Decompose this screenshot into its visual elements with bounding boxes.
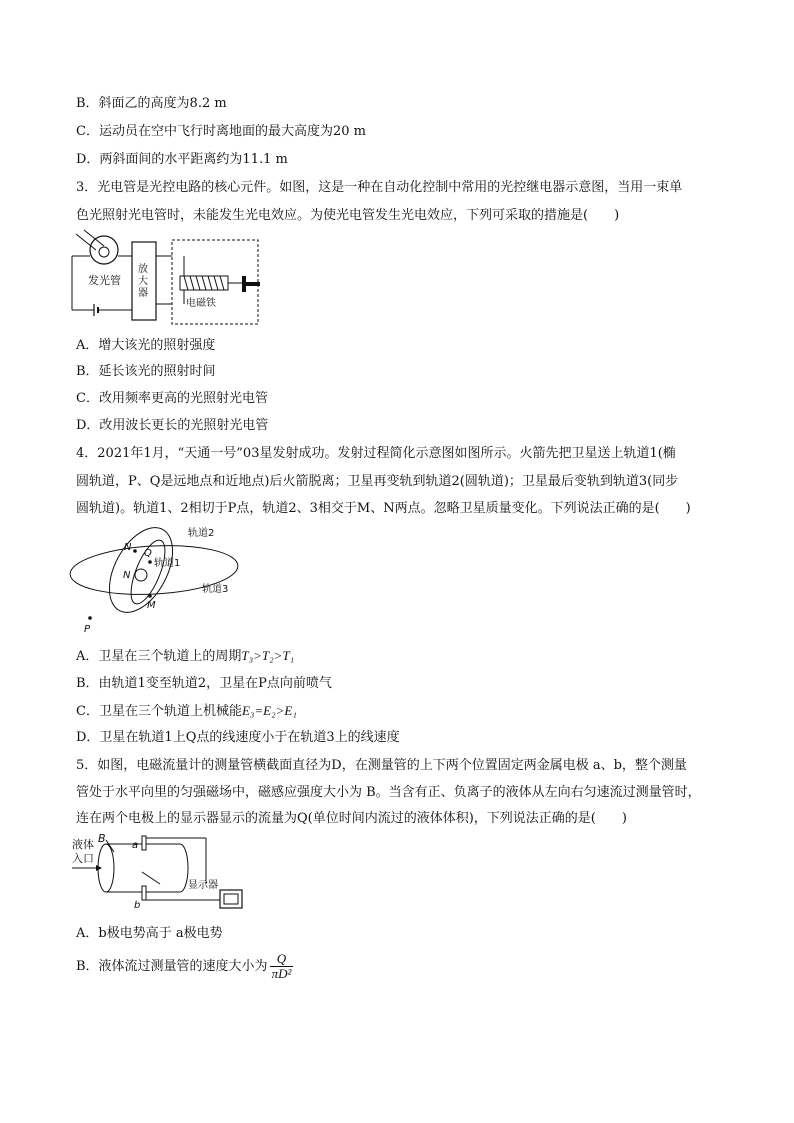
- q4-option-d: D．卫星在轨道1上Q点的线速度小于在轨道3上的线速度: [76, 730, 400, 745]
- q4-stem-line2: 圆轨道，P、Q是远地点和近地点)后火箭脱离；卫星再变轨到轨道2(圆轨道)；卫星最后变轨到轨道3(同步: [76, 474, 679, 489]
- q4-fig-M: M: [147, 600, 156, 611]
- q5-stem-line2: 管处于水平向里的匀强磁场中，磁感应强度大小为 B。当含有正、负离子的液体从左向右匀速流过测量管时，: [76, 785, 701, 800]
- q4-fig-N-top: N: [124, 542, 132, 553]
- prev-option-b: B．斜面乙的高度为8.2 m: [76, 96, 227, 111]
- q3-photoelectric-relay-figure: [66, 228, 276, 328]
- q5-flowmeter-figure: [70, 832, 250, 916]
- q4-stem-line3: 圆轨道)。轨道1、2相切于P点，轨道2、3相交于M、N两点。忽略卫星质量变化。下列说法正确的是( ): [76, 501, 691, 516]
- q5-fig-inlet2: 入口: [72, 852, 94, 865]
- q4-option-c-text: C．卫星在三个轨道上机械能: [76, 704, 242, 719]
- q4-option-a: [76, 646, 294, 667]
- q4-fig-orbit2: 轨道2: [188, 528, 215, 539]
- svg-text:器: 器: [138, 288, 148, 299]
- q5-option-b-denominator: πD²: [271, 966, 292, 981]
- q4-fig-orbit3: 轨道3: [202, 584, 229, 595]
- q4-fig-Q: Q: [144, 548, 152, 559]
- q3-stem-line1: 3．光电管是光控电路的核心元件。如图，这是一种在自动化控制中常用的光控继电器示意图，当用一束单: [76, 180, 683, 195]
- prev-option-c: C．运动员在空中飞行时离地面的最大高度为20 m: [76, 124, 366, 139]
- q5-fig-B: B: [98, 832, 106, 845]
- q5-fig-a: a: [132, 840, 139, 851]
- q4-stem-line1: 4．2021年1月，“天通一号”03星发射成功。发射过程简化示意图如图所示。火箭先把卫星送上轨道1(椭: [76, 446, 676, 461]
- q3-fig-label-tube: 发光管: [88, 274, 121, 287]
- q4-fig-orbit1: 轨道1: [154, 558, 181, 569]
- q5-fig-inlet1: 液体: [72, 838, 94, 851]
- q5-stem-line1: 5．如图，电磁流量计的测量管横截面直径为D，在测量管的上下两个位置固定两金属电极 a、b，整个测量: [76, 758, 687, 773]
- svg-text:放: 放: [138, 264, 148, 275]
- q3-option-d: D．改用波长更长的光照射光电管: [76, 418, 269, 433]
- q4-option-a-math: T₃>T₂>T₁: [241, 648, 295, 663]
- q5-stem-line3: 连在两个电极上的显示器显示的流量为Q(单位时间内流过的液体体积)，下列说法正确的是( ): [76, 811, 627, 826]
- q3-option-c: C．改用频率更高的光照射光电管: [76, 391, 268, 406]
- q4-option-b: B．由轨道1变至轨道2，卫星在P点向前喷气: [76, 676, 332, 691]
- q5-fig-b: b: [134, 900, 141, 911]
- q5-option-b-numerator: Q: [270, 952, 294, 967]
- q4-orbit-figure: [66, 520, 256, 640]
- q4-option-c-math: E₃=E₂>E₁: [241, 703, 297, 718]
- q5-fig-display: 显示器: [188, 880, 218, 891]
- q4-fig-P: P: [84, 624, 91, 635]
- q3-fig-label-magnet: 电磁铁: [186, 298, 216, 309]
- q5-option-b-fraction: [270, 952, 294, 981]
- q4-option-a-text: A．卫星在三个轨道上的周期: [76, 649, 242, 664]
- q5-option-b: [76, 952, 293, 981]
- q4-option-c: [76, 701, 297, 722]
- svg-text:大: 大: [138, 276, 148, 287]
- q5-option-b-text: B．液体流过测量管的速度大小为: [76, 959, 268, 974]
- q3-option-a: A．增大该光的照射强度: [76, 338, 216, 353]
- q4-fig-N-inner: N: [123, 570, 131, 581]
- q3-option-b: B．延长该光的照射时间: [76, 364, 216, 379]
- q3-stem-line2: 色光照射光电管时，未能发生光电效应。为使光电管发生光电效应，下列可采取的措施是( ): [76, 208, 620, 223]
- q5-option-a: A．b极电势高于 a极电势: [76, 926, 223, 941]
- prev-option-d: D．两斜面间的水平距离约为11.1 m: [76, 152, 288, 167]
